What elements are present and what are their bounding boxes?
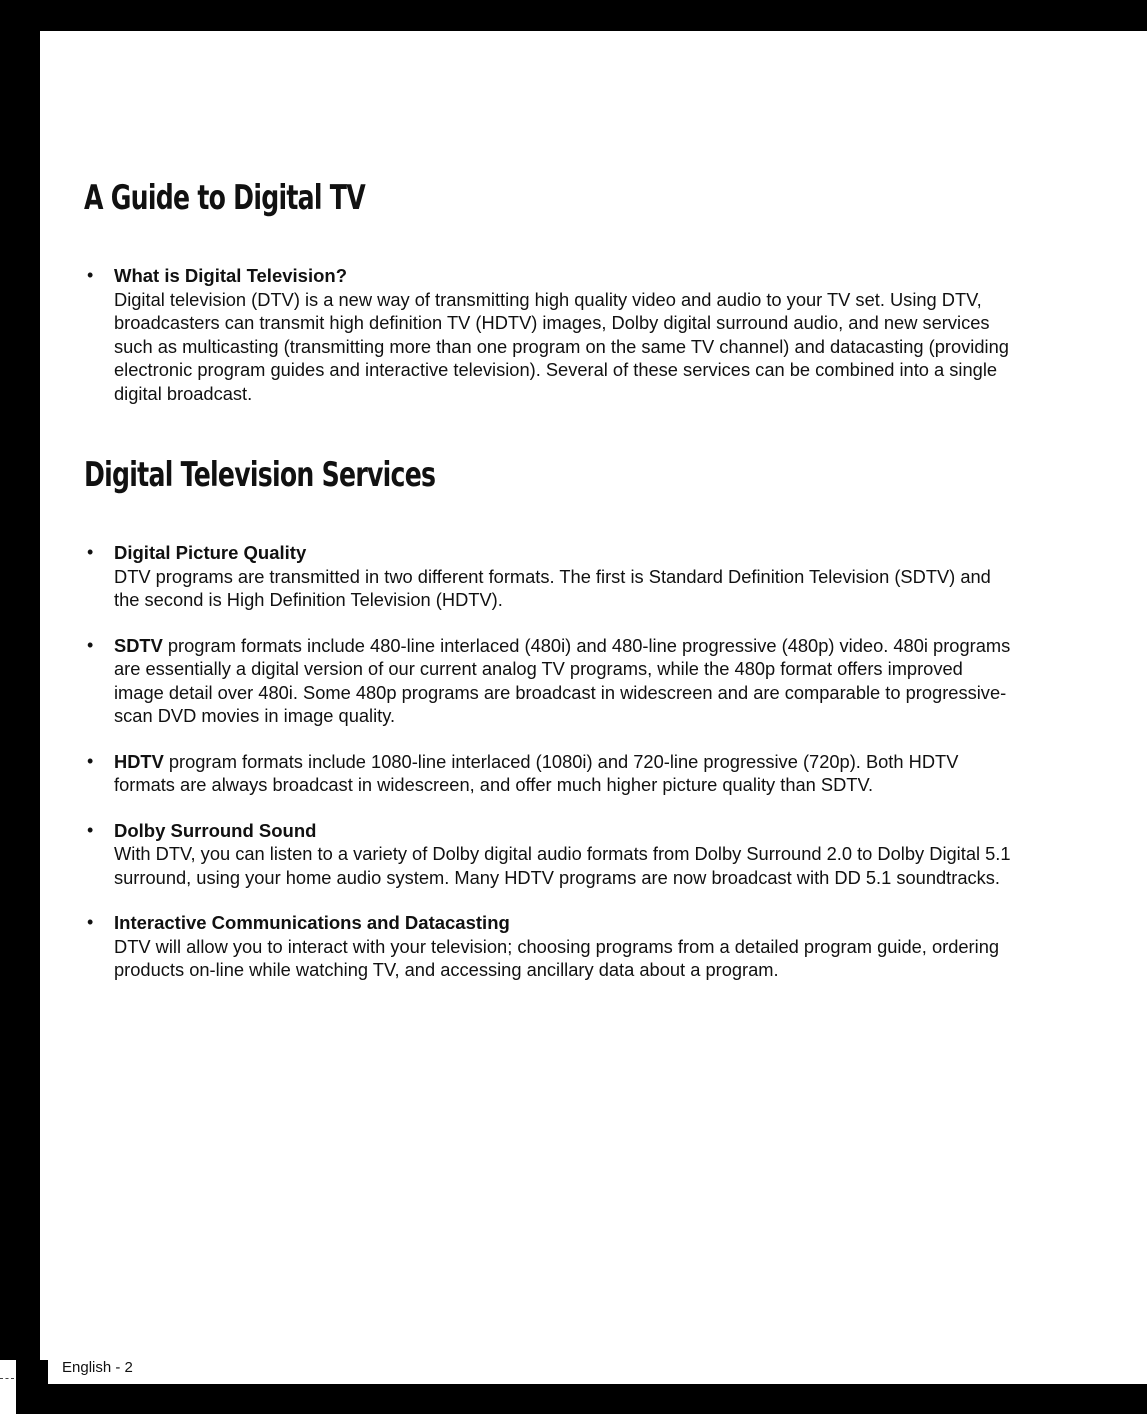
- bullet-icon: •: [87, 265, 94, 285]
- list-item: [84, 541, 1014, 612]
- bullet-icon: •: [87, 542, 94, 562]
- item-heading: Digital Picture Quality: [114, 542, 307, 563]
- page-title: A Guide to Digital TV: [84, 178, 365, 218]
- list-item: [84, 634, 1014, 728]
- item-lead: SDTV: [114, 634, 163, 656]
- item-heading: Dolby Surround Sound: [114, 819, 317, 841]
- bullet-icon: •: [87, 634, 94, 655]
- bullet-icon: •: [87, 819, 94, 840]
- services-list: [84, 541, 1014, 982]
- item-body: DTV will allow you to interact with your television; choosing programs from a detailed program guide, ordering products on-line while watching TV, and accessing ancillary data about a program.: [114, 935, 1000, 980]
- section-title: Digital Television Services: [84, 455, 436, 495]
- list-item: [84, 264, 1014, 405]
- list-item: [84, 911, 1014, 982]
- scan-mark: [0, 1378, 14, 1379]
- item-body: program formats include 1080-line interlaced (1080i) and 720-line progressive (720p). Both HDTV formats are always broadcast in widescreen, and offer much higher picture quality than SDTV.: [114, 750, 959, 795]
- item-body: Digital television (DTV) is a new way of transmitting high quality video and audio to your TV set. Using DTV, broadcasters can transmit high definition TV (HDTV) images, Dolby digital surround audio, and new services such as multicasting (transmitting more than one program on the same TV channel) and datacasting (providing electronic program guides and interactive television). Several of these services can be combined into a single digital broadcast.: [114, 288, 1009, 404]
- list-item: [84, 750, 1014, 797]
- scan-border-bottom: [16, 1384, 1147, 1414]
- scan-border-top: [0, 0, 1147, 31]
- item-body: DTV programs are transmitted in two different formats. The first is Standard Definition Television (SDTV) and the second is High Definition Television (HDTV).: [114, 565, 991, 610]
- page-content: [84, 170, 1014, 1004]
- item-lead: HDTV: [114, 750, 164, 772]
- item-body: With DTV, you can listen to a variety of Dolby digital audio formats from Dolby Surround 2.0 to Dolby Digital 5.1 surround, using your home audio system. Many HDTV programs are now broadcast with DD 5.1 soundtracks.: [114, 843, 1011, 888]
- item-body: program formats include 480-line interlaced (480i) and 480-line progressive (480p) video. 480i programs are essentially a digital version of our current analog TV programs, while the 480p format offers improved image detail over 480i. Some 480p programs are broadcast in widescreen and are comparable to progressive-scan DVD movies in image quality.: [114, 634, 1011, 726]
- bullet-icon: •: [87, 912, 94, 932]
- intro-list: [84, 264, 1014, 405]
- list-item: [84, 819, 1014, 890]
- item-heading: What is Digital Television?: [114, 265, 347, 286]
- page-footer: English - 2: [62, 1359, 133, 1376]
- item-heading: Interactive Communications and Datacasting: [114, 912, 510, 933]
- scan-border-left-lower: [16, 1360, 48, 1384]
- scan-border-left: [0, 0, 40, 1360]
- bullet-icon: •: [87, 750, 94, 771]
